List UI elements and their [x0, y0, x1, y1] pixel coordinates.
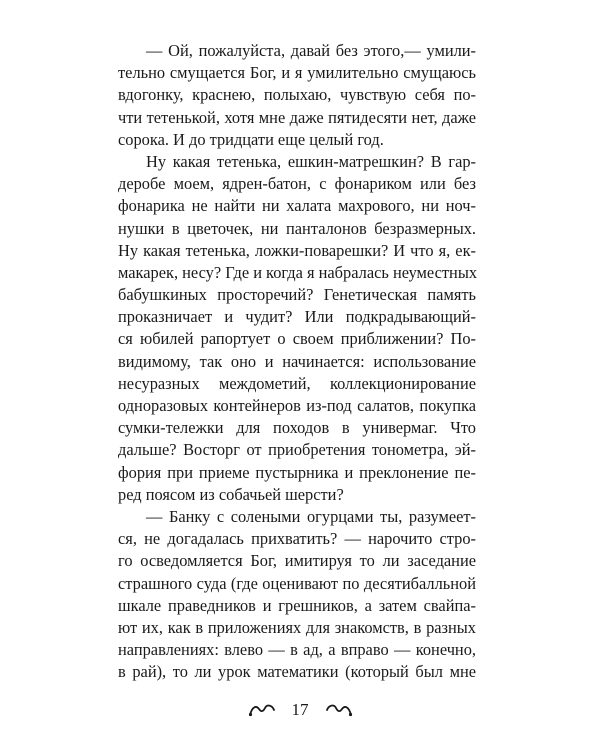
page-footer	[0, 700, 600, 720]
text-line-15: видимому, так оно и начинается: использование	[118, 351, 476, 371]
text-line-7: деробе моем, ядрен-батон, с фонариком или без	[118, 174, 476, 194]
text-line-23: ся, не догадалась прихватить? — нарочито стро-	[118, 529, 476, 549]
text-line-16: несуразных междометий, коллекционирование	[118, 373, 476, 393]
text-line-2: тельно смущается Бог, и я умилительно смущаюсь	[118, 63, 476, 83]
text-line-4: чти тетенькой, хотя мне даже пятидесяти нет, даже	[118, 107, 476, 127]
text-line-8: фонарика не найти ни халата махрового, ни ноч-	[118, 196, 476, 216]
text-line-11: макарек, несу? Где и когда я набралась неуместных	[118, 262, 478, 282]
text-line-12: бабушкиных просторечий? Генетическая память	[118, 285, 476, 305]
page-number: 17	[291, 700, 309, 719]
right-ornament-icon	[323, 703, 353, 717]
text-line-10: Ну какая тетенька, ложки-поварешки? И что я, ек-	[118, 240, 476, 260]
text-line-9: нушки в цветочек, ни панталонов безразмерных.	[118, 218, 476, 238]
text-line-18: сумки-тележки для походов в универмаг. Что	[118, 418, 476, 438]
left-ornament-icon	[248, 703, 278, 717]
text-line-5: сорока. И до тридцати еще целый год.	[118, 129, 384, 149]
text-line-24: го осведомляется Бог, имитируя то ли заседание	[118, 551, 476, 571]
text-line-28: направлениях: влево — в ад, а вправо — конечно,	[118, 640, 476, 660]
text-line-13: проказничает и чудит? Или подкрадывающий-	[118, 307, 476, 327]
text-line-27: ют их, как в приложениях для знакомств, в разных	[118, 617, 476, 637]
text-line-22: — Банку с солеными огурцами ты, разумеет-	[146, 506, 476, 526]
text-line-3: вдогонку, краснею, полыхаю, чувствую себя по-	[118, 85, 476, 105]
text-line-17: одноразовых контейнеров из-под салатов, покупка	[118, 396, 476, 415]
text-line-29: в рай), то ли урок математики (который был мне	[118, 662, 476, 682]
text-line-20: фория при приеме пустырника и преклонение пе-	[118, 462, 476, 482]
text-line-14: ся юбилей рапортует о своем приближении? По-	[118, 329, 476, 349]
text-line-25: страшного суда (где оценивают по десятибалльной	[118, 573, 476, 593]
text-line-19: дальше? Восторг от приобретения тонометра, эй-	[118, 440, 476, 460]
text-line-6: Ну какая тетенька, ешкин-матрешкин? В гар-	[146, 151, 476, 171]
text-line-26: шкале праведников и грешников, а затем свайпа-	[118, 595, 476, 615]
text-line-21: ред поясом из собачьей шерсти?	[118, 484, 344, 504]
body-text	[118, 40, 476, 683]
text-line-1: — Ой, пожалуйста, давай без этого,— умили-	[146, 41, 476, 60]
